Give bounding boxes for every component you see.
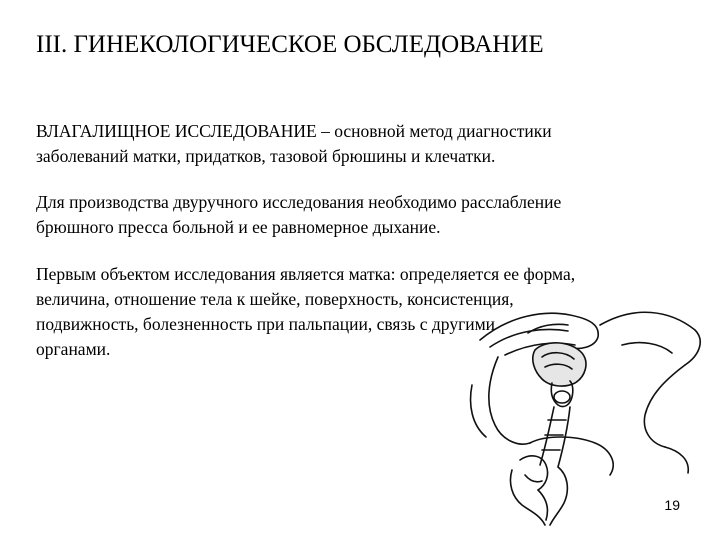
term-heading: ВЛАГАЛИЩНОЕ ИССЛЕДОВАНИЕ	[36, 121, 317, 141]
paragraph-vaginal-exam	[36, 119, 676, 169]
paragraph-bimanual-exam	[36, 190, 676, 240]
pelvis-drawing	[450, 285, 712, 530]
paragraph-line: величина, отношение тела к шейке, поверхность, консистенция,	[36, 289, 514, 309]
paragraph-line: заболеваний матки, придатков, тазовой брюшины и клечатки.	[36, 146, 496, 166]
paragraph-line: органами.	[36, 339, 111, 359]
paragraph-line: Для производства двуручного исследования необходимо расслабление	[36, 192, 562, 212]
paragraph-line: Первым объектом исследования является матка: определяется ее форма,	[36, 264, 576, 284]
paragraph-line: брюшного пресса больной и ее равномерное дыхание.	[36, 217, 441, 237]
term-definition: – основной метод диагностики	[316, 121, 552, 141]
paragraph-line	[36, 119, 676, 144]
slide-title: III. ГИНЕКОЛОГИЧЕСКОЕ ОБСЛЕДОВАНИЕ	[36, 31, 544, 58]
bimanual-exam-illustration	[450, 285, 712, 530]
paragraph-line: подвижность, болезненность при пальпации, связь с другими	[36, 314, 496, 334]
page-number: 19	[664, 497, 680, 513]
